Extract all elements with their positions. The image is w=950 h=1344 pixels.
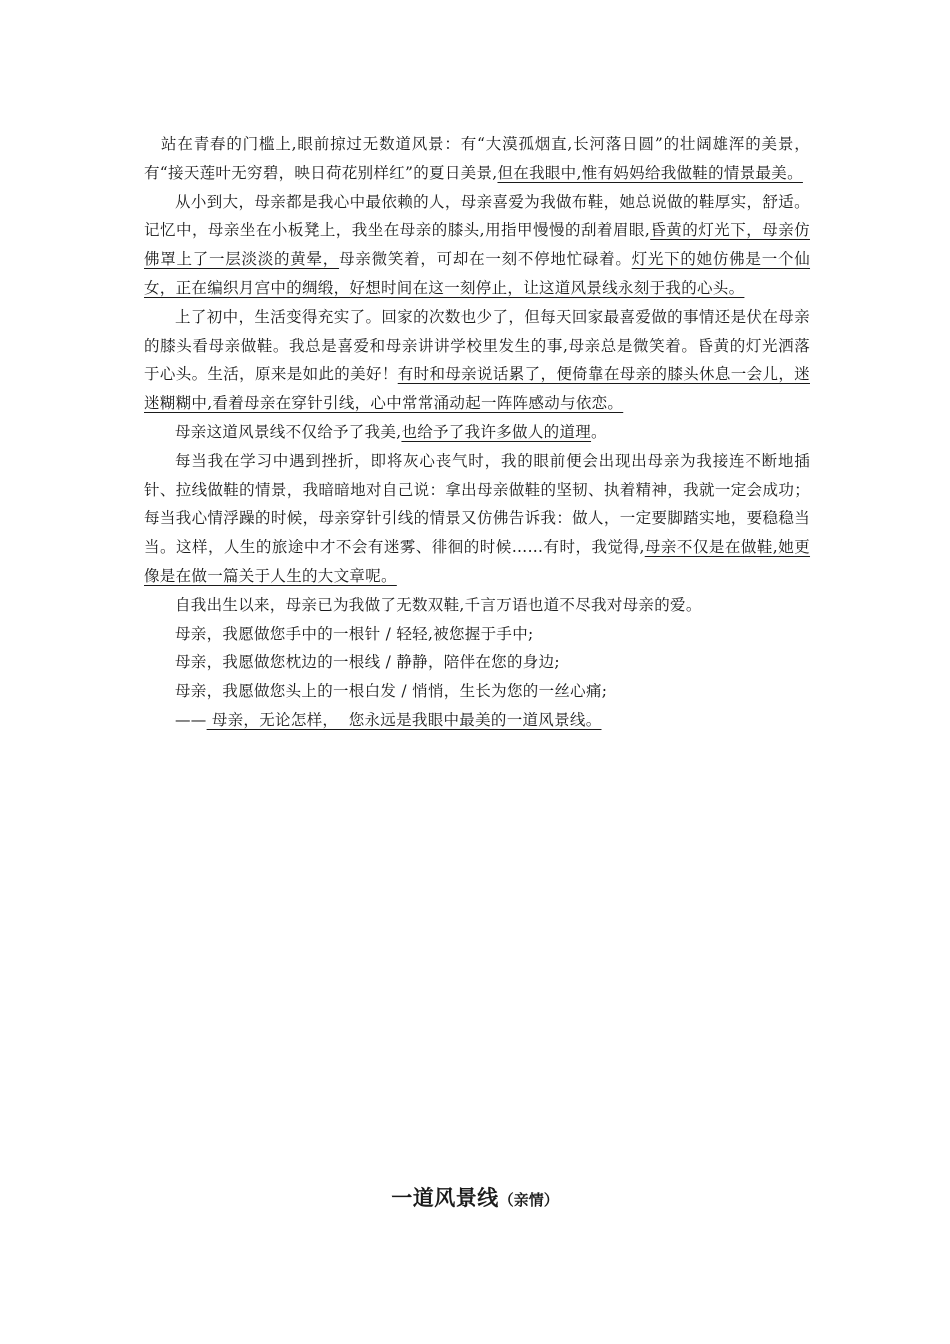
paragraph-4 (144, 418, 810, 447)
paragraph-1 (144, 130, 810, 188)
p4-end: 。 (591, 422, 607, 441)
essay-title: 一道风景线 (391, 1186, 499, 1210)
poem-line-2: 母亲，我愿做您枕边的一根线 / 静静，陪伴在您的身边; (175, 653, 560, 672)
p1-text: 站在青春的门槛上,眼前掠过无数道风景：有“大漠孤烟直,长河落日圆”的壮阔雄浑的美景，有“接天莲叶无穷碧，映日荷花别样红”的夏日美景, (144, 135, 810, 182)
p4-text: 母亲这道风景线不仅给予了我美, (175, 422, 402, 441)
p5-underlined: 母亲不仅是在做鞋,她更像是在做一篇关于人生的大文章呢。 (144, 538, 811, 585)
p3-underlined: 有时和母亲说话累了，便倚靠在母亲的膝头休息一会儿，迷迷糊糊中,看着母亲在穿针引线，心中常常涌动起一阵阵感动与依恋。 (144, 365, 810, 413)
p2-underlined-2: 灯光下的她仿佛是一个仙女，正在编织月宫中的绸缎，好想时间在这一刻停止，让这道风景线永刻于我的心头。 (144, 250, 811, 297)
poem-line-3: 母亲，我愿做您头上的一根白发 / 悄悄，生长为您的一丝心痛; (175, 682, 608, 701)
p3-text: 上了初中，生活变得充实了。回家的次数也少了，但每天回家最喜爱做的事情还是伏在母亲的膝头看母亲做鞋。我总是喜爱和母亲讲讲学校里发生的事,母亲总是微笑着。昏黄的灯光洒落于心头。生活，原来是如此的美好！ (144, 307, 810, 384)
paragraph-3 (144, 303, 810, 418)
essay-title-block (0, 1182, 950, 1212)
p2-text: 从小到大，母亲都是我心中最依赖的人，母亲喜爱为我做布鞋，她总说做的鞋厚实，舒适。记忆中，母亲坐在小板凳上，我坐在母亲的膝头,用指甲慢慢的刮着眉眼, (144, 192, 810, 240)
closing-dash: —— (175, 710, 207, 729)
p5-text: 每当我在学习中遇到挫折，即将灰心丧气时，我的眼前便会出现出母亲为我接连不断地插针、拉线做鞋的情景，我暗暗地对自己说：拿出母亲做鞋的坚韧、执着精神，我就一定会成功；每当我心情浮躁的时候，母亲穿针引线的情景又仿佛告诉我：做人，一定要脚踏实地，要稳稳当当。这样，人生的旅途中才不会有迷雾、徘徊的时候……有时，我觉得, (144, 451, 810, 557)
closing-underlined: 母亲，无论怎样， 您永远是我眼中最美的一道风景线。 (206, 710, 602, 729)
closing-line (144, 706, 810, 735)
essay-body (144, 130, 810, 735)
essay-category: （亲情） (498, 1191, 559, 1209)
paragraph-5 (144, 447, 810, 591)
p2-underlined-1: 昏黄的灯光下，母亲仿佛罩上了一层淡淡的黄晕， (144, 221, 810, 269)
p1-underlined: 但在我眼中,惟有妈妈给我做鞋的情景最美。 (497, 163, 803, 182)
paragraph-6: 自我出生以来，母亲已为我做了无数双鞋,千言万语也道不尽我对母亲的爱。 (175, 595, 702, 614)
paragraph-2 (144, 188, 810, 303)
p4-underlined: 也给予了我许多做人的道理 (401, 422, 592, 441)
poem-line-1: 母亲，我愿做您手中的一根针 / 轻轻,被您握于手中; (175, 624, 534, 643)
p2-text-2: 母亲微笑着，可却在一刻不停地忙碌着。 (339, 250, 632, 269)
